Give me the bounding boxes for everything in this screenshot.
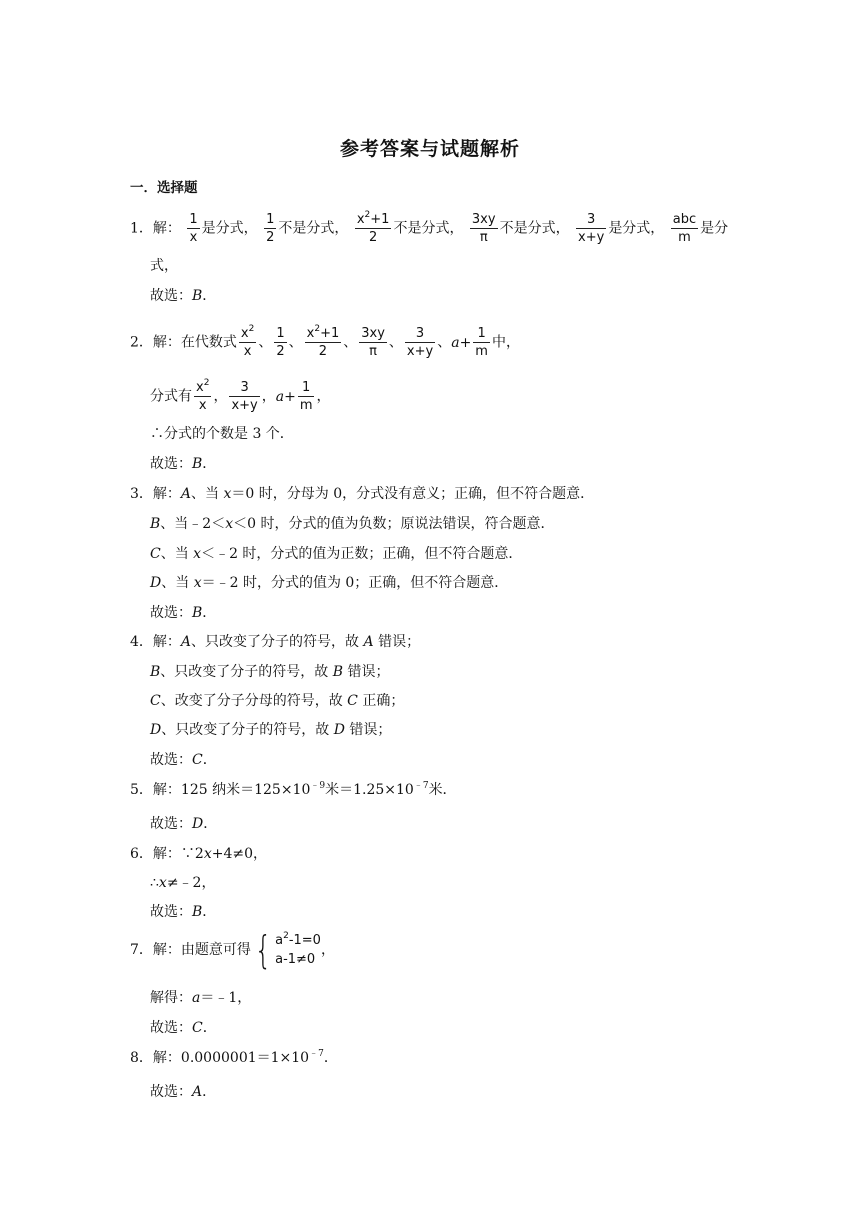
q3-line: B、当﹣2＜x＜0 时，分式的值为负数；原说法错误，符合题意． <box>150 516 555 532</box>
q5-line: 5．解：125 纳米$=125\times 10^{﹣9}$米$=1.25\times 10^{﹣7}$米． <box>130 781 457 798</box>
q3-line: D、当 x＝﹣2 时，分式的值为 0；正确，但不符合题意． <box>150 575 509 591</box>
fraction: $\frac{x^2}{x}$ <box>196 378 210 413</box>
q8-answer: 故选：A． <box>150 1084 217 1100</box>
q4-answer: 故选：C． <box>150 752 217 768</box>
q6-answer: 故选：B． <box>150 904 217 920</box>
q6-line2: ∴x≠﹣2， <box>150 875 216 891</box>
fraction: $\frac{3}{x+y}$ <box>578 212 605 245</box>
q6-line: 6．解：∵2x+4≠0， <box>130 846 268 862</box>
fraction: $\frac{\text{abc}}{m}$ <box>672 212 697 245</box>
fraction: $\frac{x^2+1}{2}$ <box>356 210 390 245</box>
q4-line: C、改变了分子分母的符号，故 C 正确； <box>150 693 405 709</box>
q4-line: D、只改变了分子的符号，故 D 错误； <box>150 722 392 738</box>
fraction: $\frac{1}{m}$ <box>475 326 488 359</box>
fraction: $\frac{3}{x+y}$ <box>406 326 434 359</box>
fraction: $\frac{1}{x}$ <box>189 212 198 245</box>
q2-line2: 分式有 $\frac{x^2}{x}$ ， $\frac{3}{x+y}$ ， a + $\frac{1}{m}$ ， <box>150 378 331 413</box>
q4-line: 4．解：A、只改变了分子的符号，故 A 错误； <box>130 634 421 650</box>
fraction: $\frac{3}{x+y}$ <box>231 380 258 413</box>
q1-answer: 故选：B． <box>150 288 217 304</box>
q2-answer: 故选：B． <box>150 456 217 472</box>
q3-line: 3．解：A、当 x＝0 时，分母为 0，分式没有意义；正确，但不符合题意． <box>130 486 595 502</box>
q7-line2: 解得：a＝﹣1， <box>150 990 252 1006</box>
q7-answer: 故选：C． <box>150 1020 217 1036</box>
fraction: $\frac{3xy}{\pi}$ <box>361 326 385 359</box>
fraction: $\frac{x^2}{x}$ <box>240 324 255 359</box>
q2-line: 2．解：在代数式 $\frac{x^2}{x}$ 、 $\frac{1}{2}$ 、 $\frac{x^2+1}{2}$ 、 $\frac{3xy}{\pi}$ 、 $\frac{3}{x+y}$ 、 a + $\frac{1}{m}$ 中， <box>130 324 520 359</box>
page-title: 参考答案与试题解析 <box>339 138 520 160</box>
q2-line3: ∴分式的个数是 3 个． <box>150 426 294 442</box>
q8-line: 8．解：$0.0000001=1\times 10^{﹣7}$． <box>130 1049 338 1066</box>
q1-line: 1．解： $\frac{1}{x}$ 是分式， $\frac{1}{2}$ 不是分式， $\frac{x^2+1}{2}$ 不是分式， $\frac{3xy}{\pi}$ 不是分式， $\frac{3}{x+y}$ 是分式， $\frac{\text{abc}}{m}$ 是分 <box>130 210 729 245</box>
fraction: $\frac{1}{2}$ <box>266 212 275 245</box>
q5-answer: 故选：D． <box>150 816 218 832</box>
q3-line: C、当 x＜﹣2 时，分式的值为正数；正确，但不符合题意． <box>150 546 523 562</box>
fraction: $\frac{1}{m}$ <box>299 380 313 413</box>
q7-line: 7．解：由题意可得 { $a^2-1=0$ a-1≠0 ， <box>130 928 335 972</box>
q4-line: B、只改变了分子的符号，故 B 错误； <box>150 664 390 680</box>
fraction: $\frac{x^2+1}{2}$ <box>306 324 340 359</box>
fraction: $\frac{3xy}{\pi}$ <box>471 212 496 245</box>
section-heading: 一．选择题 <box>130 180 198 196</box>
equation-system: { $a^2-1=0$ a-1≠0 <box>254 928 321 972</box>
q2-number: 2． <box>130 334 153 351</box>
q1-lead: 解： <box>152 220 181 237</box>
q1-number: 1． <box>130 220 153 237</box>
q3-answer: 故选：B． <box>150 605 217 621</box>
q1-wrap: 式， <box>150 258 178 274</box>
fraction: $\frac{1}{2}$ <box>276 326 285 359</box>
